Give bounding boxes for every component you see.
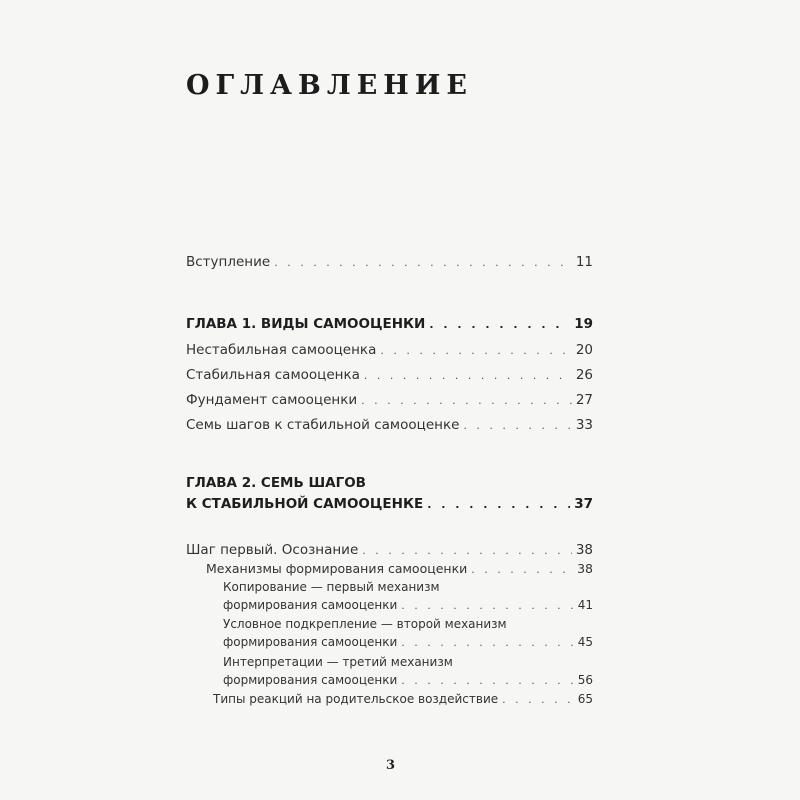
- page-title: ОГЛАВЛЕНИЕ: [186, 70, 473, 101]
- page-number: 3: [386, 758, 396, 773]
- toc-entry-interpretations-line1: Интерпретации — третий механизм: [223, 655, 453, 669]
- toc-label: Вступление: [186, 254, 271, 270]
- toc-label: Фундамент самооценки: [186, 392, 358, 408]
- toc-chapter-2-line1: ГЛАВА 2. СЕМЬ ШАГОВ: [186, 475, 366, 491]
- toc-page: 65: [577, 692, 593, 706]
- toc-page: 19: [574, 316, 593, 332]
- toc-entry: [186, 392, 593, 408]
- toc-entry-conditional-line1: Условное подкрепление — второй механизм: [223, 617, 507, 631]
- toc-page: 56: [577, 673, 593, 687]
- toc-entry-interpretations: [223, 673, 593, 687]
- toc-page: 26: [575, 367, 593, 383]
- leader-dots: [401, 636, 573, 649]
- toc-label: формирования самооценки: [223, 635, 398, 649]
- toc-entry-step1: [186, 542, 593, 558]
- toc-page: 20: [575, 342, 593, 358]
- leader-dots: [429, 318, 570, 331]
- toc-label: ГЛАВА 1. ВИДЫ САМООЦЕНКИ: [186, 316, 426, 332]
- leader-dots: [364, 369, 572, 382]
- toc-label: Механизмы формирования самооценки: [206, 561, 468, 576]
- toc-chapter-1: [186, 316, 593, 332]
- toc-page: 38: [577, 561, 593, 576]
- leader-dots: [274, 256, 572, 269]
- leader-dots: [361, 394, 572, 407]
- toc-label: Шаг первый. Осознание: [186, 542, 359, 558]
- leader-dots: [463, 419, 571, 432]
- leader-dots: [401, 674, 573, 687]
- toc-page: 45: [577, 635, 593, 649]
- toc-page: 41: [577, 598, 593, 612]
- leader-dots: [502, 693, 574, 706]
- toc-entry: [186, 417, 593, 433]
- toc-entry-mechanisms: [206, 561, 593, 576]
- leader-dots: [471, 563, 573, 576]
- toc-entry-copying: [223, 598, 593, 612]
- toc-chapter-2: [186, 496, 593, 512]
- toc-page: 33: [575, 417, 593, 433]
- toc-label: Типы реакций на родительское воздействие: [213, 692, 499, 706]
- toc-entry-reactions: [213, 692, 593, 706]
- toc-label: Семь шагов к стабильной самооценке: [186, 417, 460, 433]
- toc-label: формирования самооценки: [223, 673, 398, 687]
- toc-page: 11: [575, 254, 593, 270]
- leader-dots: [362, 544, 572, 557]
- toc-page: 37: [574, 496, 593, 512]
- toc-entry-copying-line1: Копирование — первый механизм: [223, 580, 440, 594]
- toc-entry: [186, 342, 593, 358]
- toc-page: 38: [575, 542, 593, 558]
- toc-label: формирования самооценки: [223, 598, 398, 612]
- toc-label: Стабильная самооценка: [186, 367, 360, 383]
- toc-page: 27: [575, 392, 593, 408]
- toc-label: К СТАБИЛЬНОЙ САМООЦЕНКЕ: [186, 496, 424, 512]
- toc-entry: [186, 367, 593, 383]
- leader-dots: [427, 498, 570, 511]
- leader-dots: [380, 344, 571, 357]
- leader-dots: [401, 599, 573, 612]
- toc-label: Нестабильная самооценка: [186, 342, 377, 358]
- toc-entry-intro: [186, 254, 593, 270]
- toc-entry-conditional: [223, 635, 593, 649]
